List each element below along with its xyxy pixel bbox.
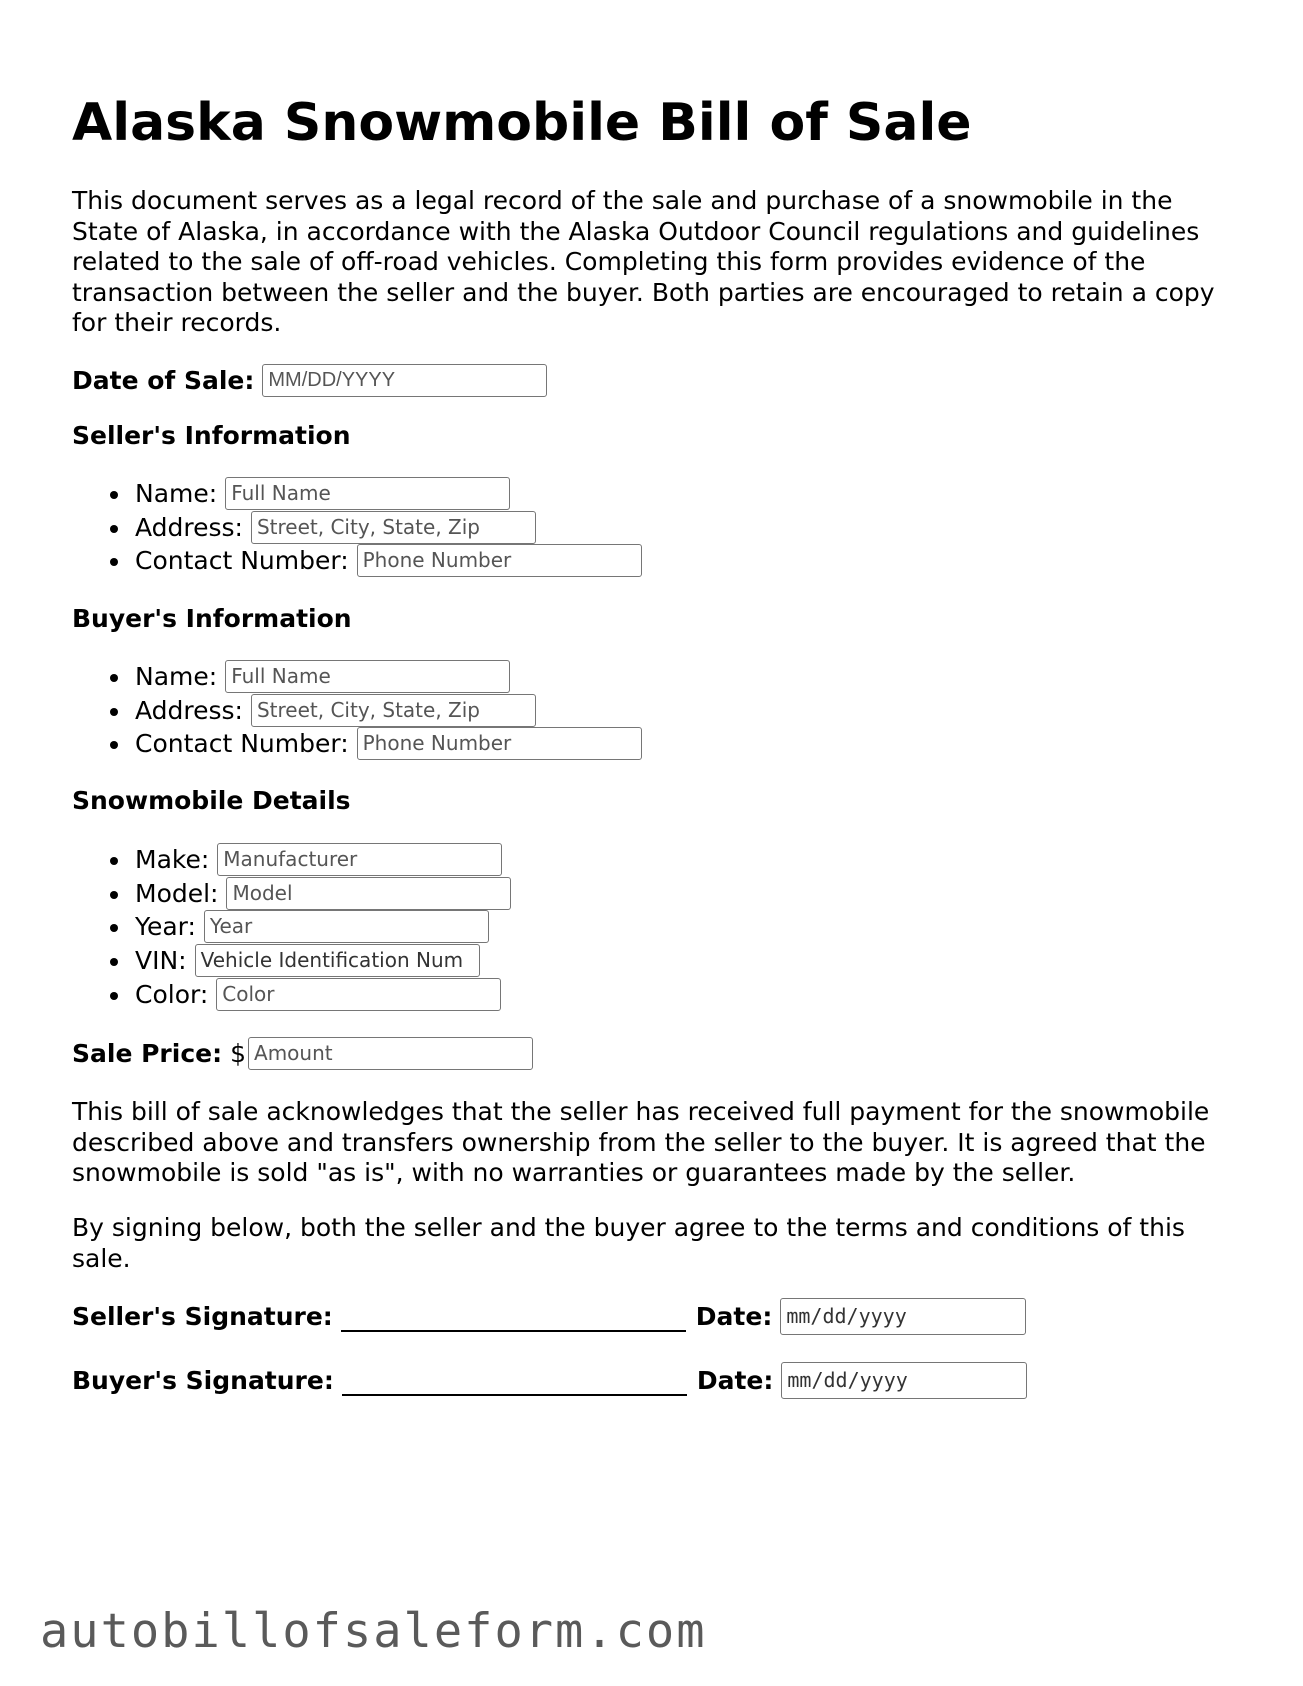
page-title: Alaska Snowmobile Bill of Sale	[72, 93, 972, 153]
date-of-sale-input[interactable]: MM/DD/YYYY	[262, 364, 547, 397]
seller-signature-line[interactable]	[341, 1302, 686, 1332]
seller-heading: Seller's Information	[72, 421, 351, 450]
buyer-date-input[interactable]: mm/dd/yyyy	[781, 1362, 1027, 1399]
buyer-contact-input[interactable]: Phone Number	[357, 727, 642, 760]
seller-list	[72, 477, 642, 578]
list-item	[72, 977, 511, 1011]
list-item	[72, 877, 511, 911]
buyer-address-label: Address:	[135, 695, 243, 725]
buyer-contact-label: Contact Number:	[135, 729, 349, 759]
sale-price-label: Sale Price:	[72, 1039, 223, 1068]
list-item	[72, 944, 511, 978]
buyer-name-label: Name:	[135, 662, 218, 692]
model-label: Model:	[135, 878, 219, 908]
snowmobile-heading: Snowmobile Details	[72, 786, 351, 815]
list-item	[72, 660, 642, 694]
make-label: Make:	[135, 845, 210, 875]
acknowledgement-paragraph: This bill of sale acknowledges that the seller has received full payment for the snowmobile described above and transfers ownership from the seller to the buyer. It is agreed that the snowmobile is sold "as is", with no warranties or guarantees made by the seller.	[72, 1097, 1210, 1187]
list-item	[72, 694, 642, 728]
date-of-sale-label: Date of Sale:	[72, 366, 255, 395]
sale-price-input[interactable]: Amount	[248, 1037, 533, 1070]
seller-address-label: Address:	[135, 512, 243, 542]
seller-contact-input[interactable]: Phone Number	[357, 544, 642, 577]
buyer-list	[72, 660, 642, 761]
buyer-name-input[interactable]: Full Name	[225, 660, 510, 693]
year-label: Year:	[135, 912, 196, 942]
buyer-signature-label: Buyer's Signature:	[72, 1366, 334, 1395]
list-item	[72, 511, 642, 545]
seller-date-input[interactable]: mm/dd/yyyy	[780, 1298, 1026, 1335]
list-item	[72, 910, 511, 944]
color-label: Color:	[135, 979, 209, 1009]
list-item	[72, 727, 642, 761]
list-item	[72, 477, 642, 511]
site-watermark: autobillofsaleform.com	[40, 1604, 707, 1659]
buyer-signature-line[interactable]	[342, 1366, 687, 1396]
vin-label: VIN:	[135, 946, 187, 976]
seller-name-label: Name:	[135, 479, 218, 509]
color-input[interactable]: Color	[216, 978, 501, 1011]
year-input[interactable]: Year	[204, 910, 489, 943]
list-item	[72, 843, 511, 877]
buyer-address-input[interactable]: Street, City, State, Zip	[251, 694, 536, 727]
snowmobile-list	[72, 843, 511, 1011]
agreement-paragraph: By signing below, both the seller and the buyer agree to the terms and conditions of this sale.	[72, 1213, 1185, 1273]
make-input[interactable]: Manufacturer	[217, 843, 502, 876]
seller-contact-label: Contact Number:	[135, 546, 349, 576]
list-item	[72, 544, 642, 578]
seller-date-label: Date:	[695, 1302, 773, 1331]
vin-input[interactable]: Vehicle Identification Num	[195, 944, 480, 977]
model-input[interactable]: Model	[226, 877, 511, 910]
intro-paragraph: This document serves as a legal record of the sale and purchase of a snowmobile in the State of Alaska, in accordance with the Alaska Outdoor Council regulations and guidelines related to the sale of off-road vehicles. Completing this form provides evidence of the transaction between the seller and the buyer. Both parties are encouraged to retain a copy for their records.	[72, 186, 1215, 337]
buyer-date-label: Date:	[696, 1366, 774, 1395]
seller-address-input[interactable]: Street, City, State, Zip	[251, 511, 536, 544]
currency-symbol: $	[230, 1039, 247, 1068]
date-of-sale-row	[72, 364, 547, 397]
seller-signature-label: Seller's Signature:	[72, 1302, 333, 1331]
buyer-signature-row	[72, 1362, 1027, 1399]
buyer-heading: Buyer's Information	[72, 604, 352, 633]
seller-name-input[interactable]: Full Name	[225, 477, 510, 510]
seller-signature-row	[72, 1298, 1026, 1335]
sale-price-row	[72, 1037, 533, 1070]
